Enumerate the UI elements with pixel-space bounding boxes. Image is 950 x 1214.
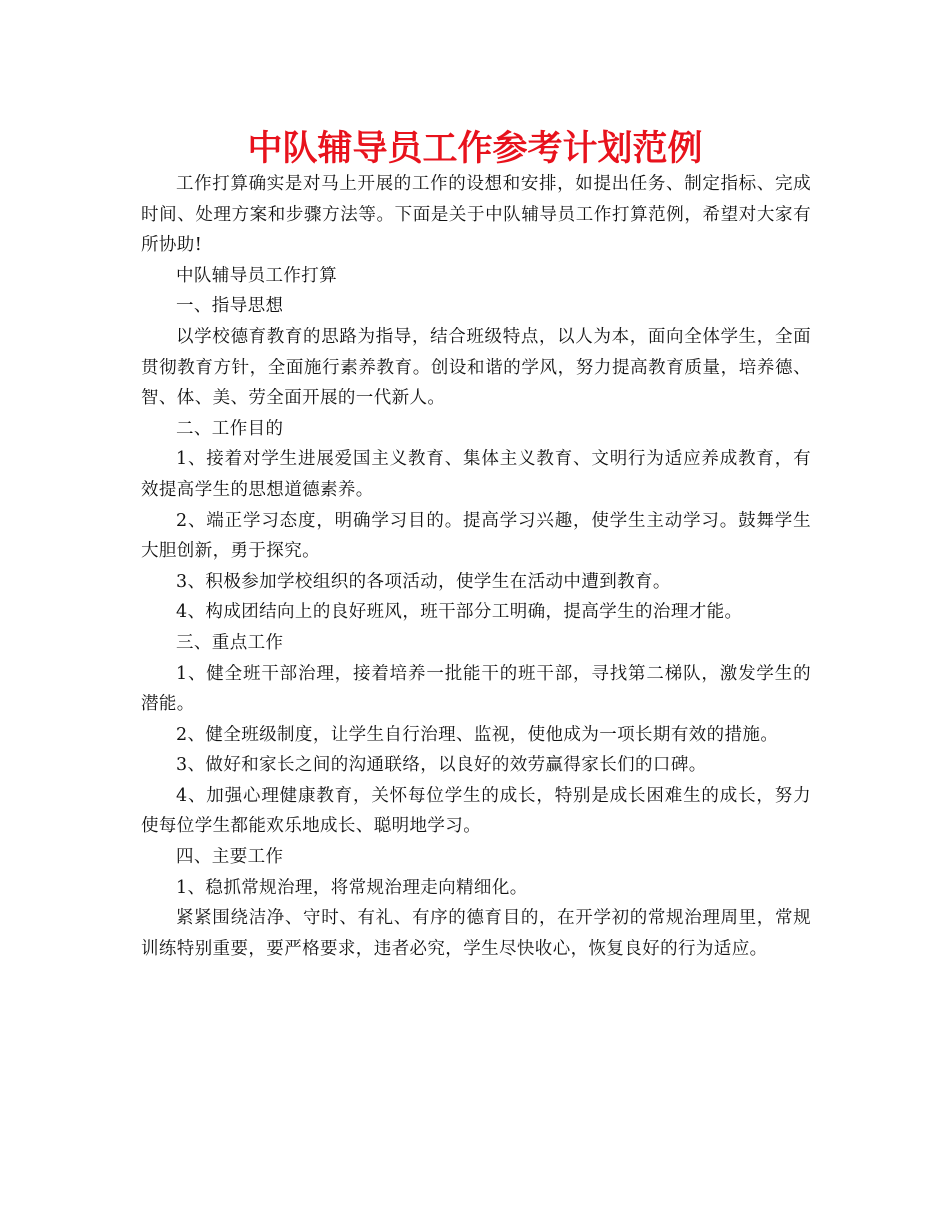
intro-paragraph: 工作打算确实是对马上开展的工作的设想和安排，如提出任务、制定指标、完成时间、处理方案和步骤方法等。下面是关于中队辅导员工作打算范例，希望对大家有所协助! bbox=[141, 174, 811, 256]
main-work-detail-paragraph: 紧紧围绕洁净、守时、有礼、有序的德育目的，在开学初的常规治理周里，常规训练特别重要，要严格要求，违者必究，学生尽快收心，恢复良好的行为适应。 bbox=[141, 908, 811, 959]
key-work-item-2: 2、健全班级制度，让学生自行治理、监视，使他成为一项长期有效的措施。 bbox=[176, 724, 779, 745]
section-heading-key-work: 三、重点工作 bbox=[176, 632, 284, 653]
document-body bbox=[141, 169, 811, 964]
key-work-item-1: 1、健全班干部治理，接着培养一批能干的班干部，寻找第二梯队，激发学生的潜能。 bbox=[141, 663, 811, 715]
section-heading-work-goals: 二、工作目的 bbox=[176, 418, 284, 439]
section-heading-main-work: 四、主要工作 bbox=[176, 847, 284, 868]
subtitle-paragraph: 中队辅导员工作打算 bbox=[176, 265, 338, 286]
key-work-item-4: 4、加强心理健康教育，关怀每位学生的成长，特别是成长困难生的成长，努力使每位学生都能欢乐地成长、聪明地学习。 bbox=[141, 785, 811, 837]
goal-item-2: 2、端正学习态度，明确学习目的。提高学习兴趣，使学生主动学习。鼓舞学生大胆创新，勇于探究。 bbox=[141, 510, 811, 562]
main-work-item-1: 1、稳抓常规治理，将常规治理走向精细化。 bbox=[176, 877, 528, 898]
guiding-thought-paragraph: 以学校德育教育的思路为指导，结合班级特点，以人为本，面向全体学生，全面贯彻教育方针，全面施行素养教育。创设和谐的学风，努力提高教育质量，培养德、智、体、美、劳全面开展的一代新人。 bbox=[141, 326, 811, 409]
key-work-item-3: 3、做好和家长之间的沟通联络，以良好的效劳赢得家长们的口碑。 bbox=[176, 755, 707, 776]
section-heading-guiding-thought: 一、指导思想 bbox=[176, 296, 284, 317]
document-title: 中队辅导员工作参考计划范例 bbox=[247, 129, 703, 169]
goal-item-1: 1、接着对学生进展爱国主义教育、集体主义教育、文明行为适应养成教育，有效提高学生的思想道德素养。 bbox=[141, 449, 811, 500]
goal-item-3: 3、积极参加学校组织的各项活动，使学生在活动中遭到教育。 bbox=[176, 571, 671, 592]
goal-item-4: 4、构成团结向上的良好班风，班干部分工明确，提高学生的治理才能。 bbox=[176, 602, 743, 623]
